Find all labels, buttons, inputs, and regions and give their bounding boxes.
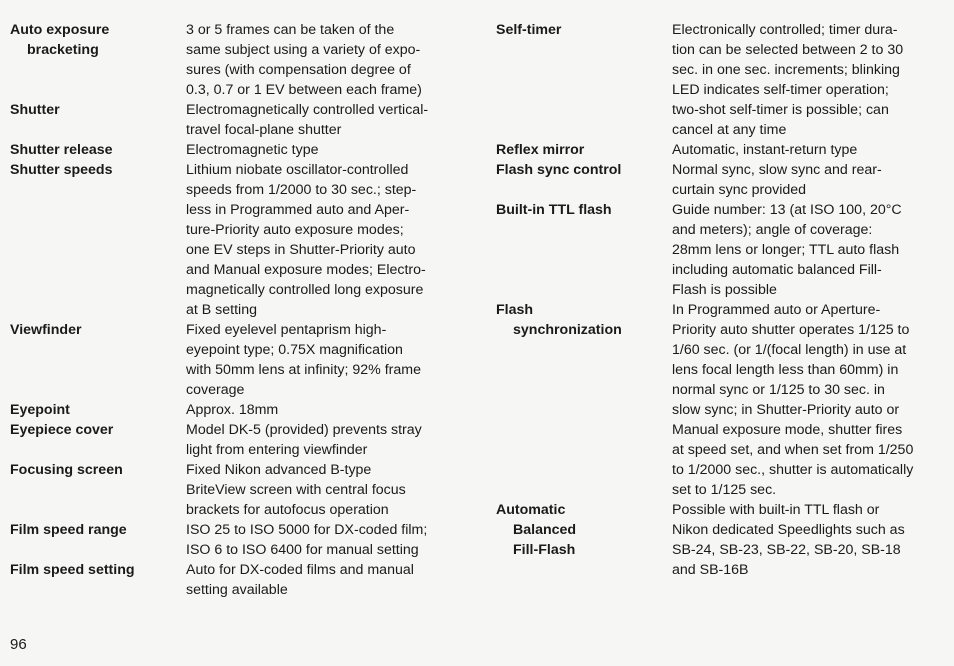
spec-term-line: Eyepiece cover [10, 422, 114, 438]
spec-description-line: Normal sync, slow sync and rear- [672, 162, 882, 178]
spec-entry-shutter-speeds [10, 160, 472, 320]
spec-description-line: less in Programmed auto and Aper- [186, 202, 410, 218]
spec-description-line: Flash is possible [672, 282, 777, 298]
spec-term-line: Automatic [496, 502, 566, 518]
spec-term [496, 200, 672, 300]
spec-entry-built-in-ttl-flash [496, 200, 946, 300]
spec-term [10, 140, 186, 160]
spec-description-line: Electronically controlled; timer dura- [672, 22, 898, 38]
spec-description-line: Guide number: 13 (at ISO 100, 20°C [672, 202, 902, 218]
spec-entry-auto-exposure-bracketing [10, 20, 472, 100]
spec-description-line: Lithium niobate oscillator-controlled [186, 162, 409, 178]
spec-description-line: 0.3, 0.7 or 1 EV between each frame) [186, 82, 422, 98]
spec-entry-automatic-balanced-fill-flash [496, 500, 946, 580]
spec-term-line: Film speed range [10, 522, 127, 538]
spec-description-line: 1/60 sec. (or 1/(focal length) in use at [672, 342, 907, 358]
spec-description-line: coverage [186, 382, 245, 398]
spec-description-line: same subject using a variety of expo- [186, 42, 421, 58]
spec-term [10, 20, 186, 100]
spec-term [496, 20, 672, 140]
spec-description-line: Electromagnetic type [186, 142, 319, 158]
spec-term [496, 140, 672, 160]
spec-entry-self-timer [496, 20, 946, 140]
spec-term-line: Flash [496, 302, 534, 318]
spec-term [10, 320, 186, 400]
spec-description-line: Approx. 18mm [186, 402, 279, 418]
spec-term-line: Viewfinder [10, 322, 82, 338]
spec-entry-shutter [10, 100, 472, 140]
spec-term-line: Shutter release [10, 142, 113, 158]
spec-description-line: and SB-16B [672, 562, 749, 578]
spec-description-line: In Programmed auto or Aperture- [672, 302, 881, 318]
spec-term [496, 500, 672, 580]
spec-description [186, 100, 472, 140]
spec-description-line: slow sync; in Shutter-Priority auto or [672, 402, 900, 418]
spec-description [186, 140, 472, 160]
spec-description-line: Auto for DX-coded films and manual [186, 562, 414, 578]
spec-term [10, 100, 186, 140]
right-spec-column [496, 20, 946, 580]
spec-description-line: and meters); angle of coverage: [672, 222, 873, 238]
spec-description-line: light from entering viewfinder [186, 442, 368, 458]
spec-description-line: sures (with compensation degree of [186, 62, 411, 78]
spec-term-line: Built-in TTL flash [496, 202, 612, 218]
spec-description-line: 28mm lens or longer; TTL auto flash [672, 242, 900, 258]
spec-entry-reflex-mirror [496, 140, 946, 160]
spec-entry-shutter-release [10, 140, 472, 160]
spec-entry-focusing-screen [10, 460, 472, 520]
spec-description-line: Fixed eyelevel pentaprism high- [186, 322, 387, 338]
spec-description-line: two-shot self-timer is possible; can [672, 102, 889, 118]
spec-description [672, 20, 946, 140]
spec-entry-flash-sync-control [496, 160, 946, 200]
spec-term-line: Auto exposure [10, 22, 110, 38]
spec-description-line: 3 or 5 frames can be taken of the [186, 22, 395, 38]
spec-term [10, 400, 186, 420]
spec-description-line: eyepoint type; 0.75X magnification [186, 342, 403, 358]
spec-description-line: ISO 6 to ISO 6400 for manual setting [186, 542, 419, 558]
spec-entry-film-speed-range [10, 520, 472, 560]
spec-description-line: and Manual exposure modes; Electro- [186, 262, 426, 278]
spec-description [672, 300, 946, 500]
spec-description-line: with 50mm lens at infinity; 92% frame [186, 362, 421, 378]
spec-description-line: brackets for autofocus operation [186, 502, 389, 518]
spec-description [186, 160, 472, 320]
spec-description-line: Electromagnetically controlled vertical- [186, 102, 429, 118]
spec-term-line: Shutter speeds [10, 162, 113, 178]
page-number: 96 [10, 636, 27, 653]
spec-description-line: Model DK-5 (provided) prevents stray [186, 422, 422, 438]
spec-description-line: ISO 25 to ISO 5000 for DX-coded film; [186, 522, 428, 538]
spec-description-line: normal sync or 1/125 to 30 sec. in [672, 382, 885, 398]
spec-description-line: set to 1/125 sec. [672, 482, 777, 498]
spec-description [672, 140, 946, 160]
spec-entry-viewfinder [10, 320, 472, 400]
spec-term [10, 460, 186, 520]
spec-term-line: Self-timer [496, 22, 562, 38]
spec-entry-film-speed-setting [10, 560, 472, 600]
spec-description-line: one EV steps in Shutter-Priority auto [186, 242, 416, 258]
spec-description-line: tion can be selected between 2 to 30 [672, 42, 904, 58]
spec-description-line: setting available [186, 582, 288, 598]
spec-description [186, 320, 472, 400]
spec-entry-flash-synchronization [496, 300, 946, 500]
spec-term [496, 160, 672, 200]
spec-term [496, 300, 672, 500]
spec-term [10, 160, 186, 320]
spec-term-line: Eyepoint [10, 402, 70, 418]
spec-term-line: Fill-Flash [513, 542, 576, 558]
spec-term-line: Flash sync control [496, 162, 622, 178]
spec-term-line: Film speed setting [10, 562, 135, 578]
spec-description-line: lens focal length less than 60mm) in [672, 362, 899, 378]
spec-description [672, 500, 946, 580]
spec-term-line: synchronization [513, 322, 622, 338]
spec-description-line: at speed set, and when set from 1/250 [672, 442, 914, 458]
spec-term [10, 420, 186, 460]
spec-description-line: Possible with built-in TTL flash or [672, 502, 880, 518]
spec-term-line: Balanced [513, 522, 577, 538]
spec-description [186, 520, 472, 560]
spec-term [10, 520, 186, 560]
spec-entry-eyepoint [10, 400, 472, 420]
spec-entry-eyepiece-cover [10, 420, 472, 460]
spec-description-line: including automatic balanced Fill- [672, 262, 882, 278]
spec-description-line: ture-Priority auto exposure modes; [186, 222, 404, 238]
spec-description-line: Fixed Nikon advanced B-type [186, 462, 372, 478]
spec-description-line: Automatic, instant-return type [672, 142, 858, 158]
spec-description-line: at B setting [186, 302, 257, 318]
spec-description-line: LED indicates self-timer operation; [672, 82, 889, 98]
spec-description-line: magnetically controlled long exposure [186, 282, 424, 298]
spec-description-line: BriteView screen with central focus [186, 482, 406, 498]
spec-description-line: Nikon dedicated Speedlights such as [672, 522, 905, 538]
spec-description-line: cancel at any time [672, 122, 787, 138]
spec-description [186, 400, 472, 420]
spec-description [672, 200, 946, 300]
spec-description-line: Manual exposure mode, shutter fires [672, 422, 903, 438]
spec-description [186, 560, 472, 600]
spec-description-line: Priority auto shutter operates 1/125 to [672, 322, 910, 338]
spec-description [672, 160, 946, 200]
spec-description [186, 20, 472, 100]
spec-term-line: bracketing [27, 42, 99, 58]
spec-description-line: to 1/2000 sec., shutter is automatically [672, 462, 914, 478]
spec-term [10, 560, 186, 600]
spec-description-line: sec. in one sec. increments; blinking [672, 62, 900, 78]
spec-description-line: travel focal-plane shutter [186, 122, 342, 138]
spec-term-line: Shutter [10, 102, 60, 118]
spec-description-line: SB-24, SB-23, SB-22, SB-20, SB-18 [672, 542, 901, 558]
spec-description-line: curtain sync provided [672, 182, 807, 198]
spec-term-line: Reflex mirror [496, 142, 585, 158]
spec-description-line: speeds from 1/2000 to 30 sec.; step- [186, 182, 417, 198]
spec-description [186, 460, 472, 520]
spec-description [186, 420, 472, 460]
spec-term-line: Focusing screen [10, 462, 123, 478]
left-spec-column [10, 20, 472, 600]
